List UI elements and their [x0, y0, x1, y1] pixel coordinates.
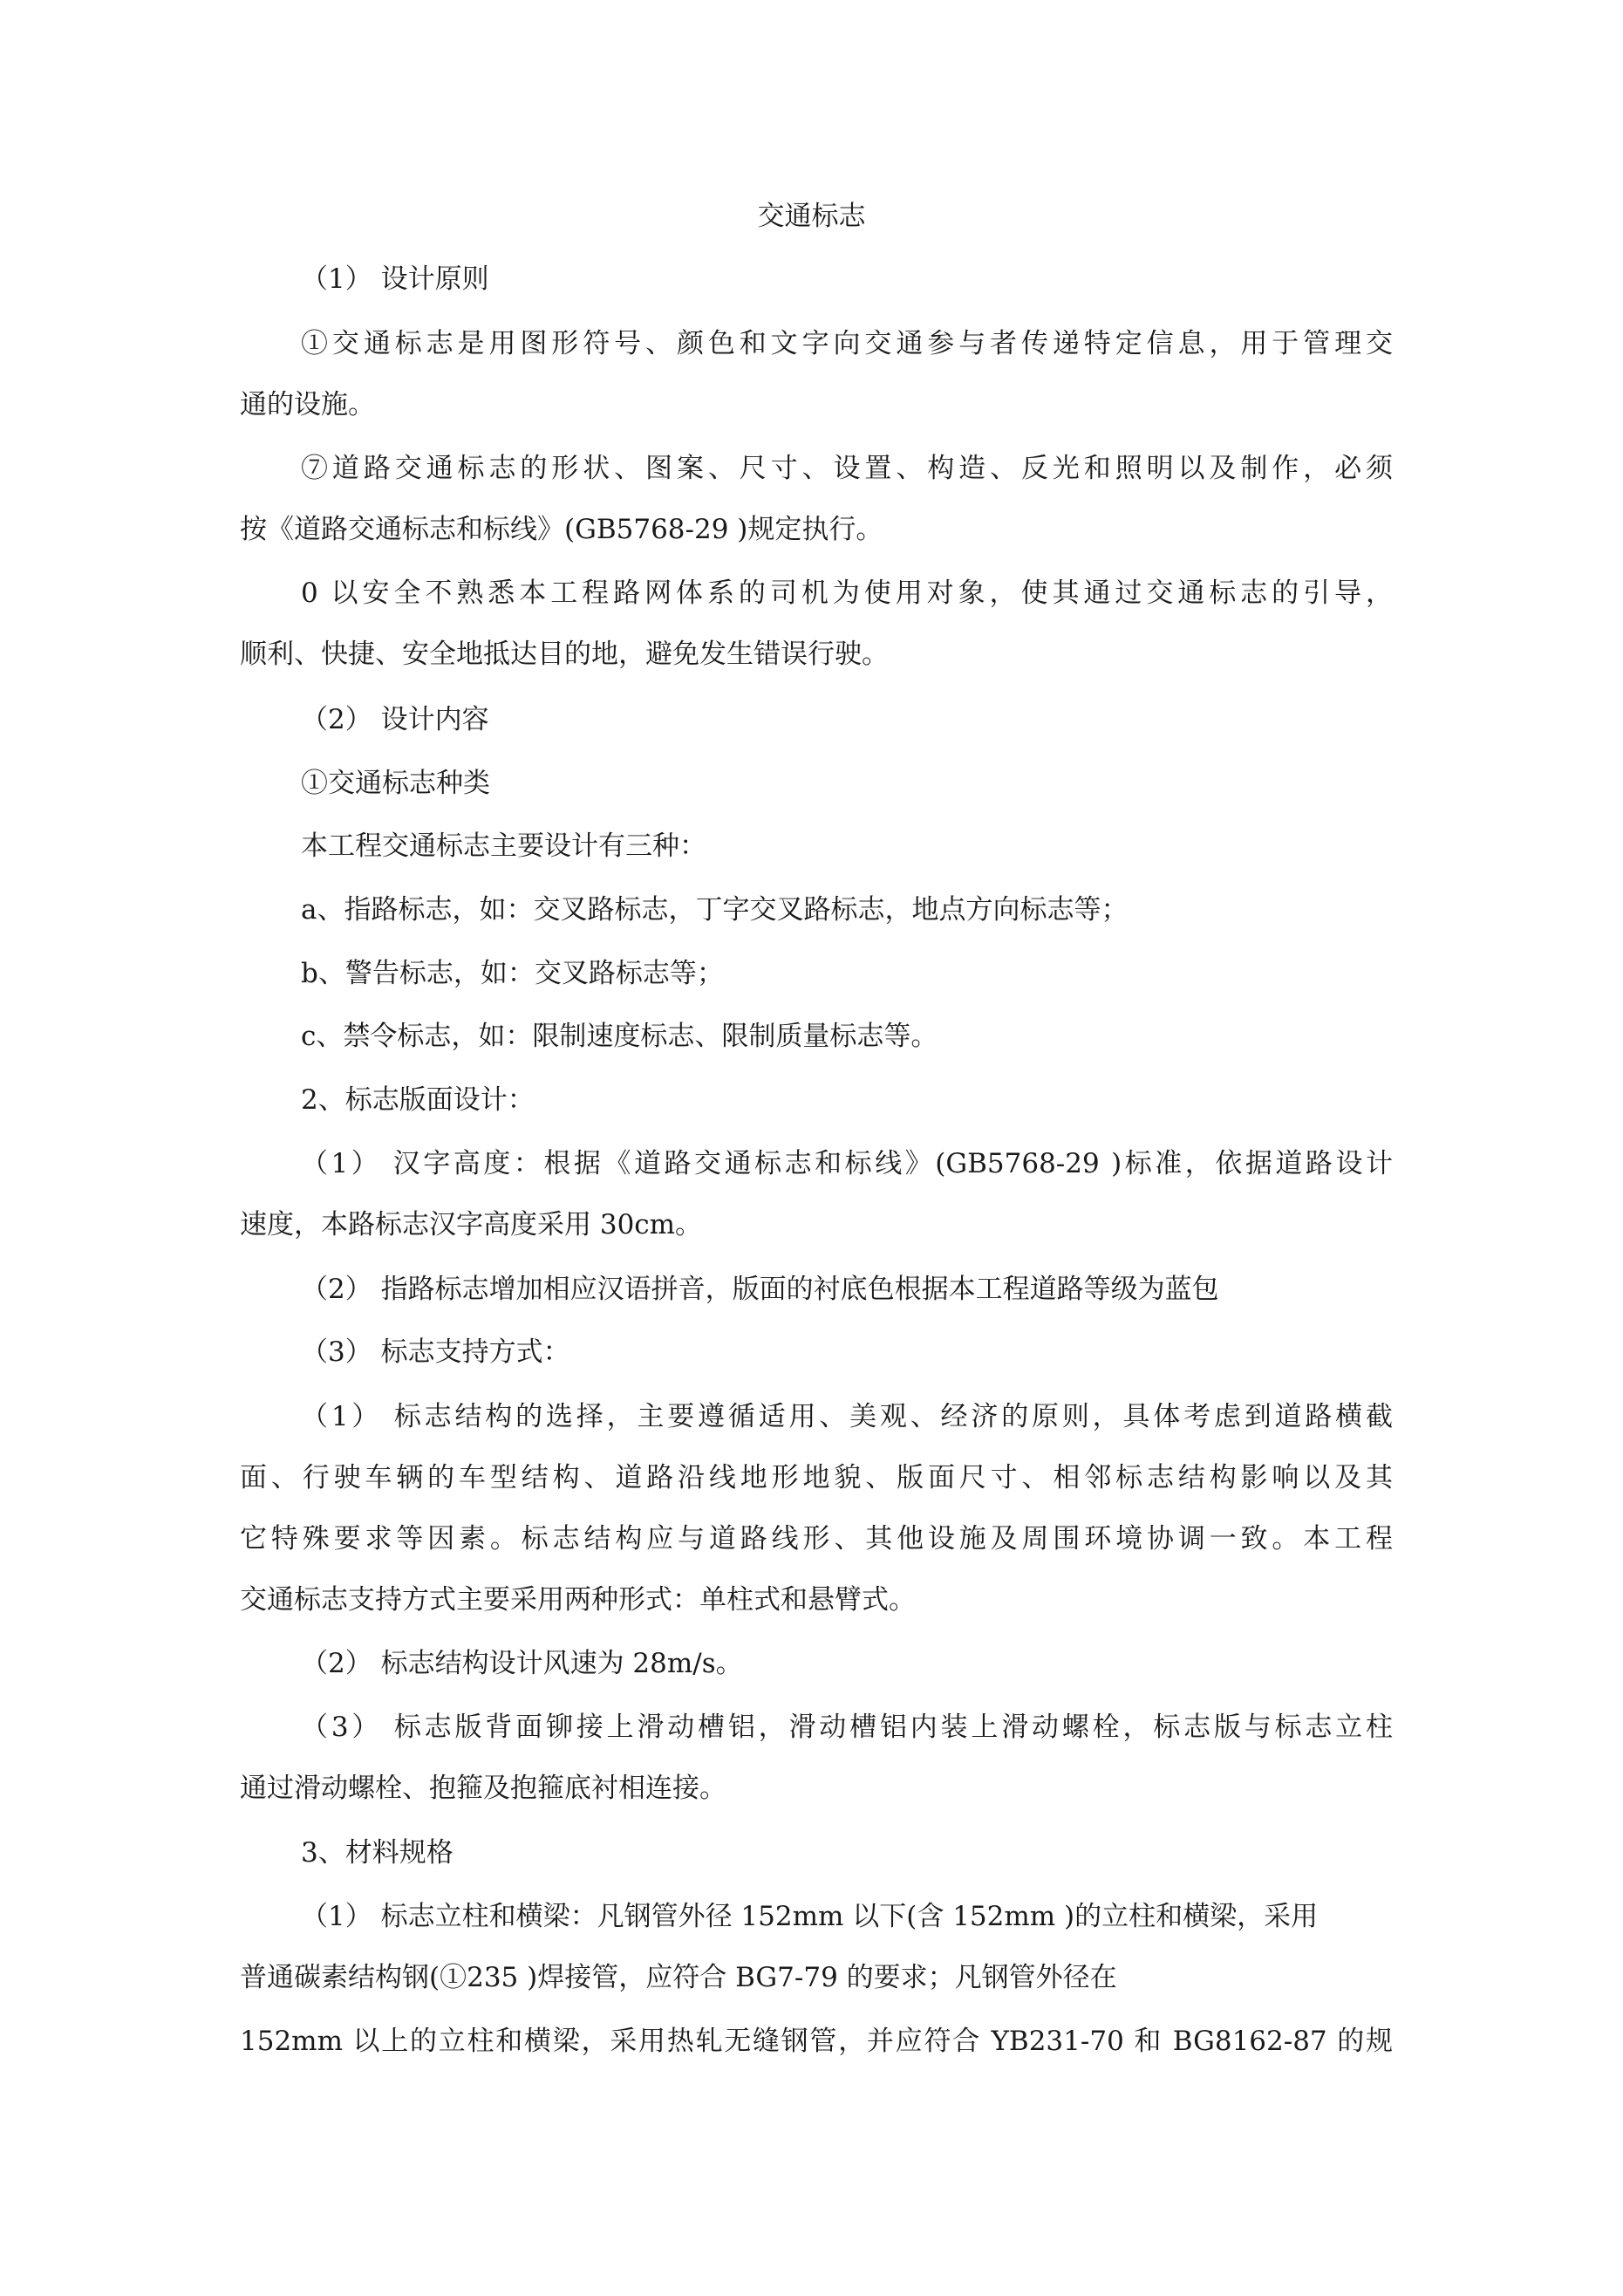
- paragraph-line: ⑦道路交通标志的形状、图案、尺寸、设置、构造、反光和照明以及制作，必须: [301, 453, 1393, 484]
- paragraph-line: 顺利、快捷、安全地抵达目的地，避免发生错误行驶。: [240, 639, 889, 670]
- paragraph-line: ①交通标志是用图形符号、颜色和文字向交通参与者传递特定信息，用于管理交: [301, 328, 1393, 359]
- list-item: a、指路标志，如：交叉路标志，丁字交叉路标志，地点方向标志等；: [301, 894, 1129, 926]
- paragraph-line: （1） 标志结构的选择，主要遵循适用、美观、经济的原则，具体考虑到道路横截: [301, 1401, 1393, 1432]
- paragraph-line: （3） 标志版背面铆接上滑动槽铝，滑动槽铝内装上滑动螺栓，标志版与标志立柱: [301, 1712, 1393, 1743]
- paragraph-line: 面、行驶车辆的车型结构、道路沿线地形地貌、版面尺寸、相邻标志结构影响以及其: [240, 1462, 1393, 1493]
- paragraph-line: 它特殊要求等因素。标志结构应与道路线形、其他设施及周围环境协调一致。本工程: [240, 1523, 1393, 1555]
- paragraph-line: 通的设施。: [240, 389, 375, 420]
- paragraph-line: （1） 汉字高度：根据《道路交通标志和标线》(GB5768-29 )标准，依据道路设计: [301, 1148, 1393, 1179]
- heading-sign-layout: 2、标志版面设计：: [301, 1084, 535, 1116]
- paragraph-line: 0 以安全不熟悉本工程路网体系的司机为使用对象，使其通过交通标志的引导，: [301, 577, 1393, 609]
- paragraph-line: 本工程交通标志主要设计有三种：: [301, 830, 706, 862]
- paragraph-line: （2） 标志结构设计风速为 28m/s。: [301, 1648, 743, 1679]
- paragraph-line: （2） 指路标志增加相应汉语拼音，版面的衬底色根据本工程道路等级为蓝包: [301, 1274, 1219, 1305]
- paragraph-line: 152mm 以上的立柱和横梁，采用热轧无缝钢管，并应符合 YB231-70 和 BG8162-87 的规: [240, 2026, 1393, 2057]
- list-item: b、警告标志，如：交叉路标志等；: [301, 958, 724, 989]
- heading-material-specs: 3、材料规格: [301, 1837, 453, 1869]
- paragraph-line: 普通碳素结构钢(①235 )焊接管，应符合 BG7-79 的要求；凡钢管外径在: [240, 1962, 1117, 1993]
- paragraph-line: 速度，本路标志汉字高度采用 30cm。: [240, 1209, 703, 1240]
- subheading-support-method: （3） 标志支持方式：: [301, 1336, 570, 1368]
- heading-design-content: （2） 设计内容: [301, 704, 489, 735]
- paragraph-line: 按《道路交通标志和标线》(GB5768-29 )规定执行。: [240, 514, 883, 545]
- paragraph-line: 交通标志支持方式主要采用两种形式：单柱式和悬臂式。: [240, 1584, 916, 1616]
- subheading-sign-types: ①交通标志种类: [301, 768, 490, 799]
- list-item: c、禁令标志，如：限制速度标志、限制质量标志等。: [301, 1021, 938, 1052]
- document-title: 交通标志: [757, 201, 866, 232]
- heading-design-principles: （1） 设计原则: [301, 263, 489, 295]
- paragraph-line: 通过滑动螺栓、抱箍及抱箍底衬相连接。: [240, 1773, 726, 1804]
- paragraph-line: （1） 标志立柱和横梁：凡钢管外径 152mm 以下(含 152mm )的立柱和横梁，采用: [301, 1901, 1319, 1932]
